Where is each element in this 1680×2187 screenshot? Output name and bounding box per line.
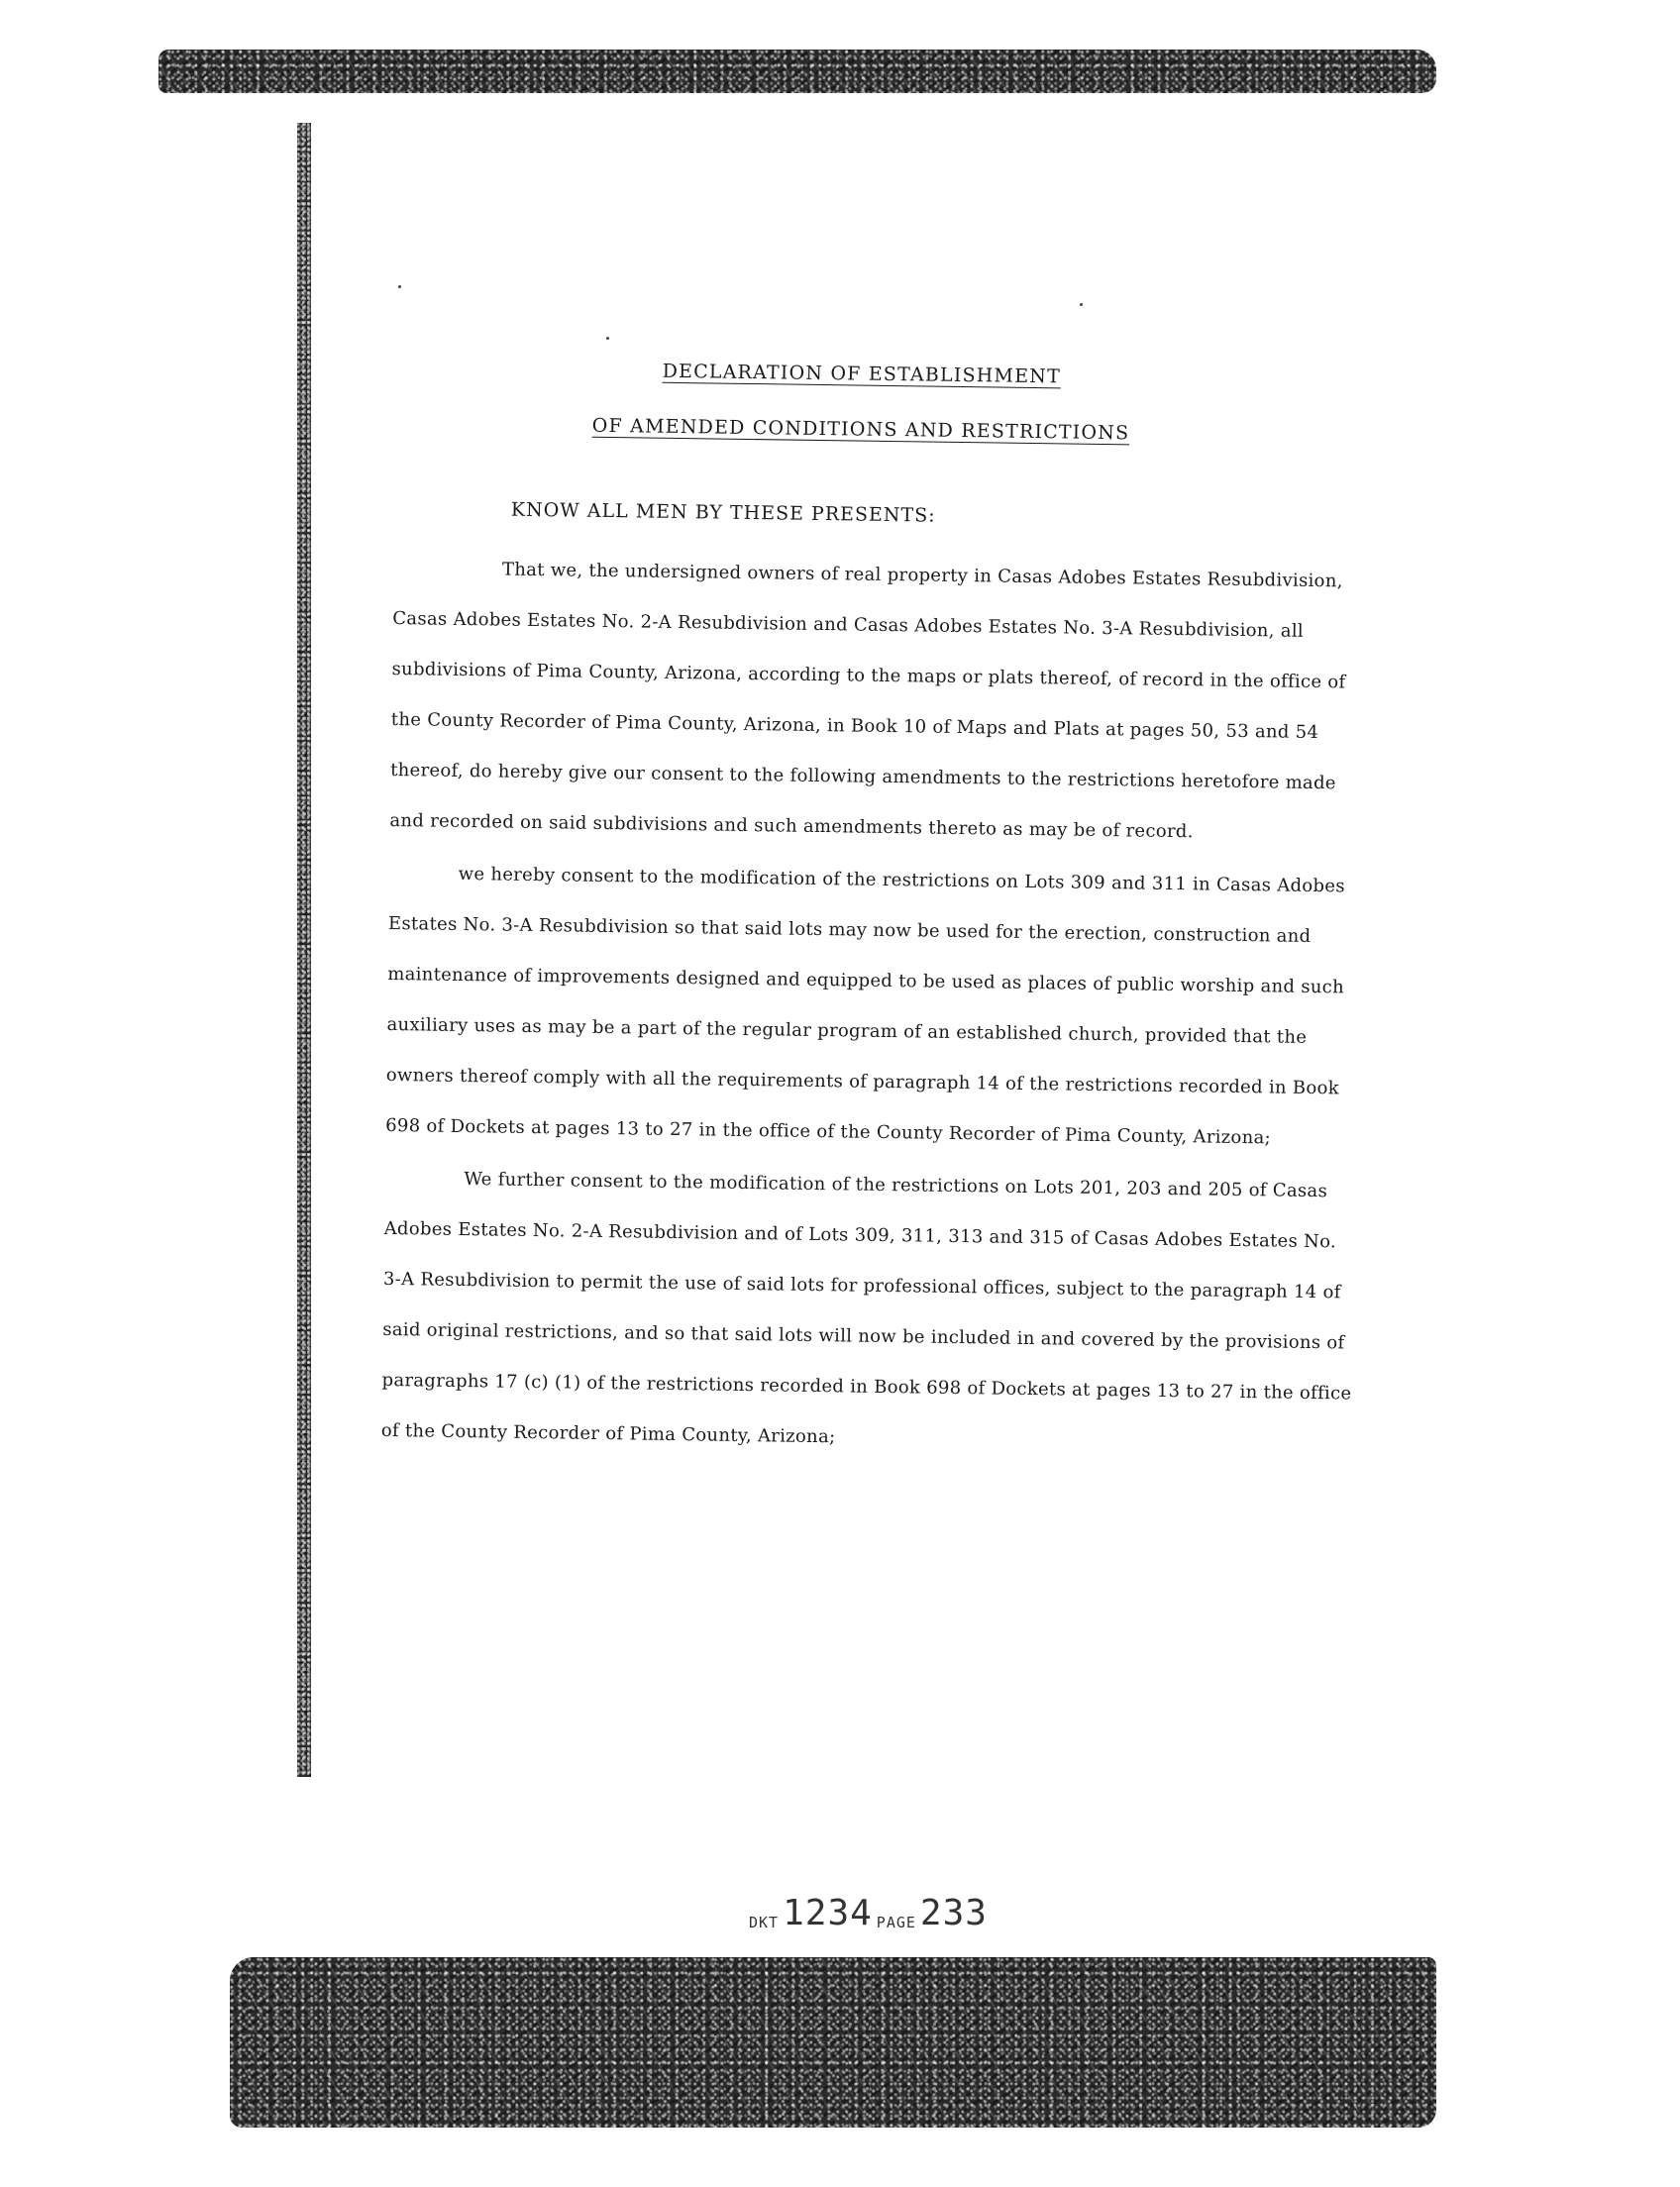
stamp-page-label: PAGE: [876, 1914, 916, 1931]
scan-speck: [1080, 303, 1083, 306]
scan-border-top: [158, 50, 1436, 93]
paragraph-professional-offices: We further consent to the modification of the restrictions on Lots 201, 203 and 205 of Casas Adobes Estates No. 2-A Resubdivision and of Lots 309, 311, 313 and 315 of Casas Adobes Estates No. 3-A Resubdivision to permit the use of said lots for professional offices, subject to the paragraph 14 of said original restrictions, and so that said lots will now be included in and covered by the provisions of paragraphs 17 (c) (1) of the restrictions recorded in Book 698 of Dockets at pages 13 to 27 in the office of the County Recorder of Pima County, Arizona;: [380, 1169, 1352, 1448]
paragraph-consent: That we, the undersigned owners of real property in Casas Adobes Estates Resubdivision, Casas Adobes Estates No. 2-A Resubdivision and Casas Adobes Estates No. 3-A Resubdivision, all subdivisions of Pima County, Arizona, according to the maps or plats thereof, of record in the office of the County Recorder of Pima County, Arizona, in Book 10 of Maps and Plats at pages 50, 53 and 54 thereof, do hereby give our consent to the following amendments to the restrictions heretofore made and recorded on said subdivisions and such amendments thereto as may be of record.: [389, 559, 1346, 843]
document-title: [503, 359, 1217, 479]
stamp-page-number: 233: [919, 1893, 988, 1933]
scan-border-left: [297, 123, 311, 1777]
salutation: KNOW ALL MEN BY THESE PRESENTS:: [510, 498, 936, 527]
title-line-2: OF AMENDED CONDITIONS AND RESTRICTIONS: [591, 414, 1130, 445]
document-body: [380, 357, 1366, 1472]
title-line-1: DECLARATION OF ESTABLISHMENT: [662, 360, 1062, 388]
scan-speck: [398, 285, 401, 288]
stamp-book-number: 1234: [783, 1893, 873, 1933]
scan-speck: [606, 337, 609, 340]
stamp-book-label: DKT: [749, 1914, 780, 1931]
docket-page-stamp: [749, 1893, 988, 1933]
scan-border-bottom: [230, 1957, 1436, 2128]
paragraph-church-use: we hereby consent to the modification of the restrictions on Lots 309 and 311 in Casas Adobes Estates No. 3-A Resubdivision so that said lots may now be used for the erection, construction and maintenance of improvements designed and equipped to be used as places of public worship and such auxiliary uses as may be a part of the regular program of an established church, provided that the owners thereof comply with all the requirements of paragraph 14 of the restrictions recorded in Book 698 of Dockets at pages 13 to 27 in the office of the County Recorder of Pima County, Arizona;: [385, 863, 1345, 1149]
